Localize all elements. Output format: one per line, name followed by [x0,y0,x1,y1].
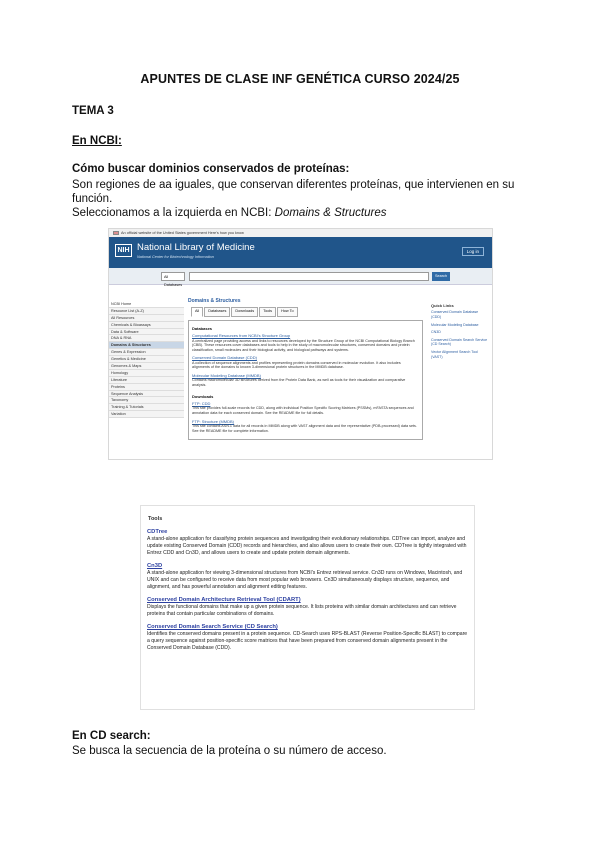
tool-description: A stand-alone application for classifying protein sequences and investigating their evolutionary relationships. CDTree can import, analyze and update existing Conserved Domain (CDD) records and hierarchies, and also allows users to create their own. CDTree is tightly integrated with Entrez CDD and Cn3D, and allows users to create and update protein domain alignments. [147,536,467,556]
sidebar-item[interactable]: Sequence Analysis [109,391,184,398]
select-paragraph [72,207,387,219]
search-button[interactable]: Search [432,272,450,281]
main-title: Domains & Structures [188,298,241,304]
database-select[interactable]: All Databases [161,272,185,281]
tool-description: A stand-alone application for viewing 3-dimensional structures from NCBI's Entrez retrieval service. Cn3D runs on Windows, Macintosh, and UNIX and can be configured to receive data from most popular web browsers. Cn3D simultaneously displays structure, sequence, and alignment, and has powerful annotation and alignment editing features. [147,570,463,590]
database-link[interactable]: Computational Resources from NCBI's Structure Group [192,333,291,339]
sidebar-item[interactable]: Genetics & Medicine [109,356,184,363]
download-link[interactable]: FTP: CDD [192,401,211,406]
quick-links [431,301,489,362]
sidebar-item[interactable]: Resource List (A-Z) [109,308,184,315]
quick-link[interactable]: CN3D [431,330,441,335]
sidebar-item[interactable]: NCBI Home [109,301,184,308]
login-button[interactable]: Log in [462,247,484,256]
tools-screenshot [140,505,475,710]
tool-link[interactable]: Conserved Domain Search Service (CD Search) [147,624,278,630]
tool-link[interactable]: CDTree [147,529,168,535]
download-description: This site provides full-scale records for CDD, along with individual Position Specific Scoring Matrices (PSSMs), mFASTA sequences and annotation data for each conserved domain. See the README file for full details. [192,406,414,415]
database-entry [192,333,419,352]
sidebar-item[interactable]: Genomes & Maps [109,363,184,370]
tab-how-to[interactable]: How To [277,307,298,316]
tool-entry [147,624,468,652]
nlm-header [109,237,492,268]
tool-description: Identifies the conserved domains present in a protein sequence. CD-Search uses RPS-BLAST (Reverse Position-Specific BLAST) to compare a query sequence against position-specific score matrices that have been prepared from conserved domain alignments present in the Conserved Domain Database (CDD). [147,631,468,651]
database-entry [192,355,419,370]
sidebar-item[interactable]: Data & Software [109,329,184,336]
sidebar-item[interactable]: DNA & RNA [109,335,184,342]
search-input[interactable] [189,272,429,281]
section-ncbi-heading: En NCBI: [72,135,122,147]
ncbi-sidebar [109,301,184,418]
sidebar-item[interactable]: All Resources [109,315,184,322]
downloads-heading: Downloads [192,393,214,399]
download-description: This site contains ASN.1 data for all records in MMDB along with VAST alignment data and the representative (PDB-processed) data sets. See the README file for complete information. [192,424,417,433]
content-panel [188,320,423,440]
sidebar-item[interactable]: Literature [109,377,184,384]
database-description: A collection of sequence alignments and profiles representing protein domains conserved in molecular evolution. It also includes alignments of the domains to known 3-dimensional protein structures in the MMDB database. [192,360,401,370]
sidebar-item[interactable]: Homology [109,370,184,377]
tool-entry [147,529,468,557]
database-entry [192,373,419,388]
tool-entry [147,563,468,591]
quick-link[interactable]: Conserved Domain Database (CDD) [431,310,479,319]
sidebar-item[interactable]: Domains & Structures [109,342,184,349]
ncbi-screenshot [108,228,493,460]
content-tabs [188,307,423,316]
tool-link[interactable]: Conserved Domain Architecture Retrieval Tool (CDART) [147,597,301,603]
us-flag-icon [113,231,119,235]
nlm-subtitle: National Center for Biotechnology Information [137,255,214,259]
sidebar-item[interactable]: Proteins [109,384,184,391]
cd-search-heading: En CD search: [72,730,151,742]
download-entry [192,419,419,434]
dominios-heading: Cómo buscar dominios conservados de proteínas: [72,163,350,175]
tool-link[interactable]: Cn3D [147,563,163,569]
database-link[interactable]: Conserved Domain Database (CDD) [192,355,257,361]
database-description: A centralized page providing access and links to resources developed by the Structure Group of the NCBI Computational Biology Branch (CBB). These resources cover databases and tools to help in the study of macromolecular structures, conserved domains and protein classification, small molecules and their biological activity, and biological pathways and systems. [192,338,415,352]
sidebar-item[interactable]: Taxonomy [109,397,184,404]
tab-tools[interactable]: Tools [259,307,276,316]
nlm-title: National Library of Medicine [137,242,255,253]
sidebar-item[interactable]: Genes & Expression [109,349,184,356]
dominios-paragraph: Son regiones de aa iguales, que conservan diferentes proteínas, que intervienen en su función. [72,179,515,205]
cd-search-paragraph: Se busca la secuencia de la proteína o su número de acceso. [72,745,387,757]
databases-heading: Databases [192,325,213,331]
select-paragraph-text: Seleccionamos a la izquierda en NCBI: [72,207,275,219]
quick-link[interactable]: Vector Alignment Search Tool (VAST) [431,349,478,359]
sidebar-item[interactable]: Training & Tutorials [109,404,184,411]
quick-links-heading: Quick Links [431,303,454,308]
tab-all[interactable]: All [191,307,203,316]
quick-link[interactable]: Conserved Domain Search Service (CD Search) [431,337,488,347]
search-bar [109,268,492,285]
database-link[interactable]: Molecular Modeling Database (MMDB) [192,373,261,378]
sidebar-item[interactable]: Variation [109,411,184,418]
tab-downloads[interactable]: Downloads [231,307,258,316]
tool-description: Displays the functional domains that make up a given protein sequence. It lists proteins with similar domain architectures and can retrieve proteins that contain particular combinations of domains. [147,604,457,617]
domains-structures-emphasis: Domains & Structures [274,207,387,219]
ncbi-main-content [188,299,423,440]
quick-link[interactable]: Molecular Modeling Database [431,322,479,327]
tab-databases[interactable]: Databases [204,307,230,316]
database-description: Contains macromolecular 3D structures derived from the Protein Data Bank, as well as tools for their visualization and comparative analysis. [192,378,406,387]
tema-heading: TEMA 3 [72,105,114,117]
document-title: APUNTES DE CLASE INF GENÉTICA CURSO 2024/25 [140,72,460,86]
sidebar-item[interactable]: Chemicals & Bioassays [109,322,184,329]
download-entry [192,401,419,416]
tool-entry [147,597,468,618]
nih-logo[interactable]: NIH [115,244,132,257]
gov-banner [109,229,492,237]
gov-banner-text: An official website of the United States government Here's how you know [121,230,244,235]
download-link[interactable]: FTP: Structure (MMDB) [192,418,235,424]
tools-heading: Tools [148,516,163,522]
